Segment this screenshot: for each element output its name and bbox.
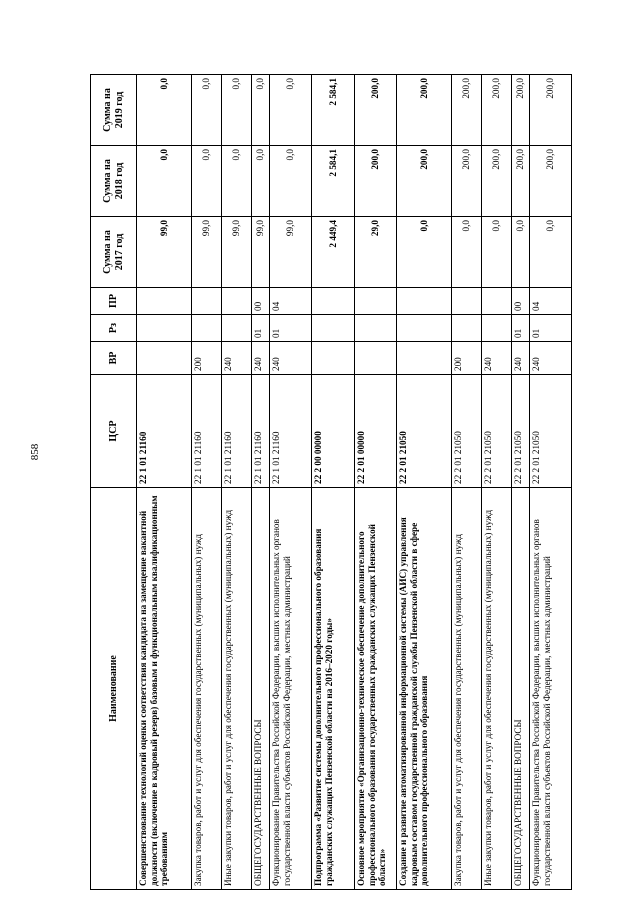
cell-rz: 01	[252, 315, 270, 342]
cell-name: Иные закупки товаров, работ и услуг для обеспечения государственных (муниципальных) нужд	[222, 488, 252, 890]
cell-pr: 04	[270, 288, 312, 315]
cell-csr: 22 2 00 00000	[312, 375, 355, 488]
cell-pr	[482, 288, 512, 315]
cell-rz	[192, 315, 222, 342]
cell-csr: 22 2 01 21050	[512, 375, 530, 488]
cell-rz	[355, 315, 397, 342]
header-row	[91, 75, 137, 890]
cell-csr: 22 2 01 21050	[482, 375, 512, 488]
cell-vr: 240	[252, 342, 270, 375]
cell-vr: 240	[270, 342, 312, 375]
cell-y2019: 200,0	[452, 75, 482, 146]
header-rz: Рз	[91, 315, 137, 342]
cell-y2018: 200,0	[355, 146, 397, 217]
cell-rz	[222, 315, 252, 342]
table-row	[452, 75, 482, 890]
cell-y2017: 99,0	[137, 217, 192, 288]
cell-name: Закупка товаров, работ и услуг для обеспечения государственных (муниципальных) нужд	[452, 488, 482, 890]
cell-rz	[452, 315, 482, 342]
cell-pr	[397, 288, 452, 315]
cell-y2017: 29,0	[355, 217, 397, 288]
cell-rz: 01	[270, 315, 312, 342]
cell-csr: 22 2 01 21050	[452, 375, 482, 488]
cell-rz: 01	[512, 315, 530, 342]
header-vr: ВР	[91, 342, 137, 375]
cell-name: Основное мероприятие «Организационно-техническое обеспечение дополнительного профессионального образования государственных гражданских служащих Пензенской области»	[355, 488, 397, 890]
budget-table	[90, 74, 572, 890]
cell-y2019: 0,0	[252, 75, 270, 146]
cell-y2019: 0,0	[270, 75, 312, 146]
cell-y2018: 200,0	[512, 146, 530, 217]
table-row	[222, 75, 252, 890]
cell-y2017: 0,0	[452, 217, 482, 288]
cell-vr: 240	[482, 342, 512, 375]
cell-y2018: 0,0	[192, 146, 222, 217]
table-row	[482, 75, 512, 890]
cell-name: Иные закупки товаров, работ и услуг для обеспечения государственных (муниципальных) нужд	[482, 488, 512, 890]
cell-y2019: 0,0	[137, 75, 192, 146]
cell-y2018: 200,0	[452, 146, 482, 217]
cell-csr: 22 1 01 21160	[270, 375, 312, 488]
cell-pr	[312, 288, 355, 315]
cell-y2019: 200,0	[530, 75, 572, 146]
cell-y2019: 200,0	[512, 75, 530, 146]
cell-csr: 22 2 01 00000	[355, 375, 397, 488]
header-name: Наименование	[91, 488, 137, 890]
cell-vr: 240	[512, 342, 530, 375]
cell-csr: 22 1 01 21160	[252, 375, 270, 488]
table-row	[530, 75, 572, 890]
cell-y2017: 2 449,4	[312, 217, 355, 288]
cell-pr: 00	[512, 288, 530, 315]
cell-vr: 200	[192, 342, 222, 375]
cell-rz	[482, 315, 512, 342]
cell-y2018: 200,0	[530, 146, 572, 217]
cell-csr: 22 2 01 21050	[530, 375, 572, 488]
cell-y2018: 200,0	[482, 146, 512, 217]
cell-pr	[452, 288, 482, 315]
cell-rz: 01	[530, 315, 572, 342]
cell-pr	[355, 288, 397, 315]
cell-y2017: 99,0	[252, 217, 270, 288]
cell-y2019: 200,0	[397, 75, 452, 146]
cell-vr	[355, 342, 397, 375]
cell-y2018: 0,0	[270, 146, 312, 217]
cell-name: Совершенствование технологий оценки соответствия кандидата на замещение вакантной должности (включение в кадровый резерв) базовым и функциональным квалификационным требованиям	[137, 488, 192, 890]
header-2019: Сумма на 2019 год	[91, 75, 137, 146]
table-row	[397, 75, 452, 890]
cell-y2019: 0,0	[222, 75, 252, 146]
cell-vr	[397, 342, 452, 375]
cell-y2017: 99,0	[192, 217, 222, 288]
cell-name: ОБЩЕГОСУДАРСТВЕННЫЕ ВОПРОСЫ	[512, 488, 530, 890]
cell-y2017: 99,0	[270, 217, 312, 288]
cell-y2018: 2 584,1	[312, 146, 355, 217]
cell-y2019: 0,0	[192, 75, 222, 146]
cell-csr: 22 1 01 21160	[192, 375, 222, 488]
table-row	[270, 75, 312, 890]
cell-name: Функционирование Правительства Российской Федерации, высших исполнительных органов государственной власти субъектов Российской Федерации, местных администраций	[530, 488, 572, 890]
table-row	[512, 75, 530, 890]
cell-y2017: 0,0	[512, 217, 530, 288]
cell-csr: 22 1 01 21160	[222, 375, 252, 488]
cell-y2018: 0,0	[252, 146, 270, 217]
cell-pr: 00	[252, 288, 270, 315]
header-csr: ЦСР	[91, 375, 137, 488]
table-row	[252, 75, 270, 890]
cell-csr: 22 1 01 21160	[137, 375, 192, 488]
header-2017: Сумма на 2017 год	[91, 217, 137, 288]
cell-name: Подпрограмма «Развитие системы дополнительного профессионального образования гражданских служащих Пензенской области на 2016–2020 годы»	[312, 488, 355, 890]
cell-y2019: 2 584,1	[312, 75, 355, 146]
cell-pr	[137, 288, 192, 315]
cell-y2018: 0,0	[137, 146, 192, 217]
cell-rz	[397, 315, 452, 342]
rotated-page	[90, 75, 556, 890]
cell-vr	[312, 342, 355, 375]
cell-vr	[137, 342, 192, 375]
table-body	[137, 75, 572, 890]
cell-y2017: 99,0	[222, 217, 252, 288]
cell-y2019: 200,0	[355, 75, 397, 146]
cell-y2019: 200,0	[482, 75, 512, 146]
table-row	[312, 75, 355, 890]
cell-y2017: 0,0	[530, 217, 572, 288]
cell-vr: 200	[452, 342, 482, 375]
cell-vr: 240	[222, 342, 252, 375]
page-number: 858	[29, 443, 41, 461]
cell-y2017: 0,0	[397, 217, 452, 288]
header-2018: Сумма на 2018 год	[91, 146, 137, 217]
cell-y2018: 200,0	[397, 146, 452, 217]
cell-csr: 22 2 01 21050	[397, 375, 452, 488]
table-row	[192, 75, 222, 890]
cell-name: Функционирование Правительства Российской Федерации, высших исполнительных органов государственной власти субъектов Российской Федерации, местных администраций	[270, 488, 312, 890]
cell-rz	[137, 315, 192, 342]
cell-pr: 04	[530, 288, 572, 315]
cell-name: Закупка товаров, работ и услуг для обеспечения государственных (муниципальных) нужд	[192, 488, 222, 890]
table-row	[355, 75, 397, 890]
cell-rz	[312, 315, 355, 342]
table-row	[137, 75, 192, 890]
cell-name: Создание и развитие автоматизированной информационной системы (АИС) управления кадровым составом государственной гражданской службы Пензенской области в сфере дополнительного профессионального образования	[397, 488, 452, 890]
cell-vr: 240	[530, 342, 572, 375]
header-pr: ПР	[91, 288, 137, 315]
cell-y2018: 0,0	[222, 146, 252, 217]
cell-name: ОБЩЕГОСУДАРСТВЕННЫЕ ВОПРОСЫ	[252, 488, 270, 890]
cell-pr	[192, 288, 222, 315]
cell-pr	[222, 288, 252, 315]
cell-y2017: 0,0	[482, 217, 512, 288]
